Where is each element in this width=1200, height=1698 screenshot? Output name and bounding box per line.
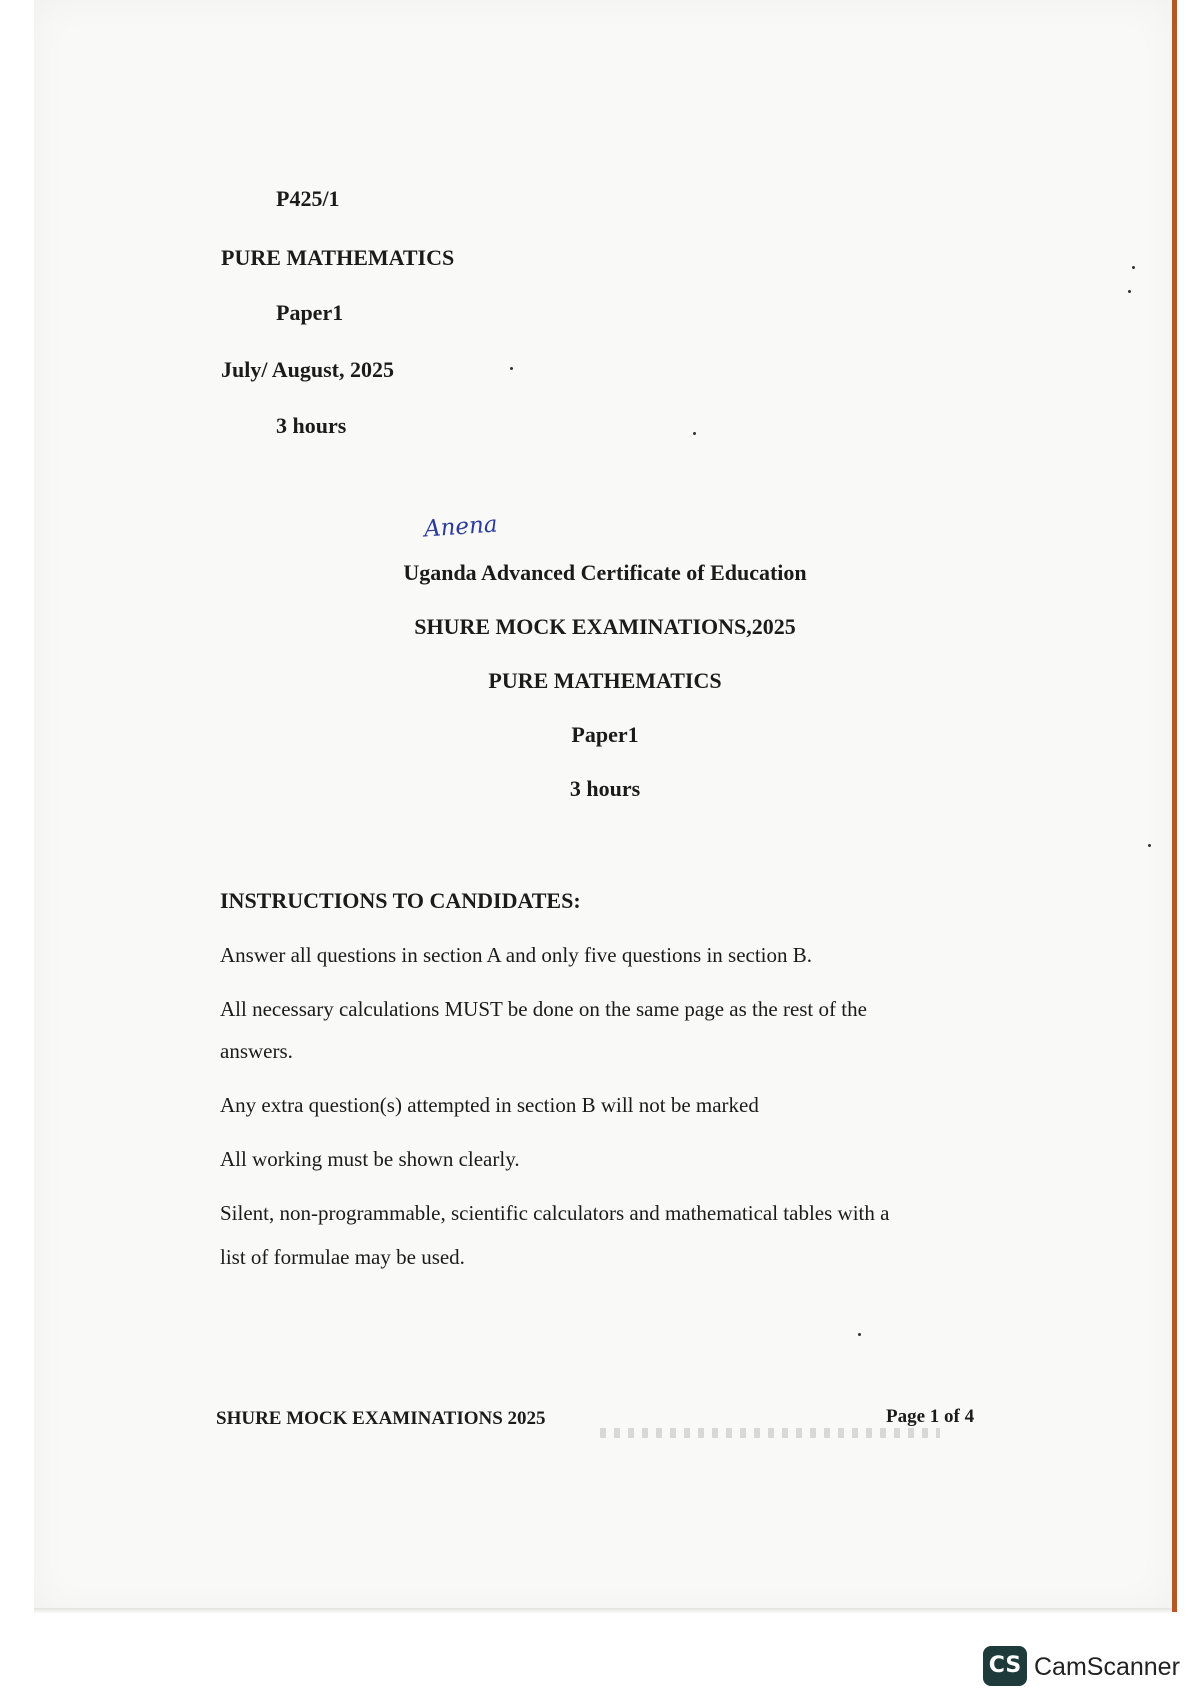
handwritten-signature: Anena [423,511,499,543]
scan-speck [1128,290,1131,293]
certificate-title: Uganda Advanced Certificate of Education [403,560,807,585]
duration-title: 3 hours [569,776,641,801]
instruction-item-continued: answers. [220,1039,293,1063]
footer-page-number: Page 1 of 4 [886,1406,975,1427]
camscanner-logo: CS [983,1646,1027,1686]
header-subject: PURE MATHEMATICS [221,245,455,270]
scan-speck [510,367,513,370]
instruction-item: All working must be shown clearly. [220,1147,520,1171]
paper-sheet [34,0,1177,1612]
paper-title: Paper1 [571,722,639,747]
header-date: July/ August, 2025 [221,357,394,382]
subject-title: PURE MATHEMATICS [488,668,722,693]
scan-speck [858,1333,861,1336]
scan-speck [1148,844,1151,847]
instructions-heading: INSTRUCTIONS TO CANDIDATES: [220,888,581,913]
footer-exam-name: SHURE MOCK EXAMINATIONS 2025 [216,1408,546,1429]
instruction-item: Any extra question(s) attempted in section B will not be marked [220,1093,759,1117]
paper-edge-shadow [34,1608,1172,1614]
instruction-item: Answer all questions in section A and only five questions in section B. [220,943,813,967]
paper-code: P425/1 [276,186,340,211]
scan-speck [1132,266,1135,269]
header-paper: Paper1 [276,300,344,325]
camscanner-text: CamScanner [1034,1653,1180,1681]
instruction-item-continued: list of formulae may be used. [220,1245,465,1269]
scan-speck [693,432,696,435]
bleed-through-marks [600,1428,940,1438]
exam-title: SHURE MOCK EXAMINATIONS,2025 [414,614,796,639]
instruction-item: Silent, non-programmable, scientific calculators and mathematical tables with a [220,1201,890,1225]
header-duration: 3 hours [276,413,347,438]
instruction-item: All necessary calculations MUST be done on the same page as the rest of the [220,997,867,1021]
